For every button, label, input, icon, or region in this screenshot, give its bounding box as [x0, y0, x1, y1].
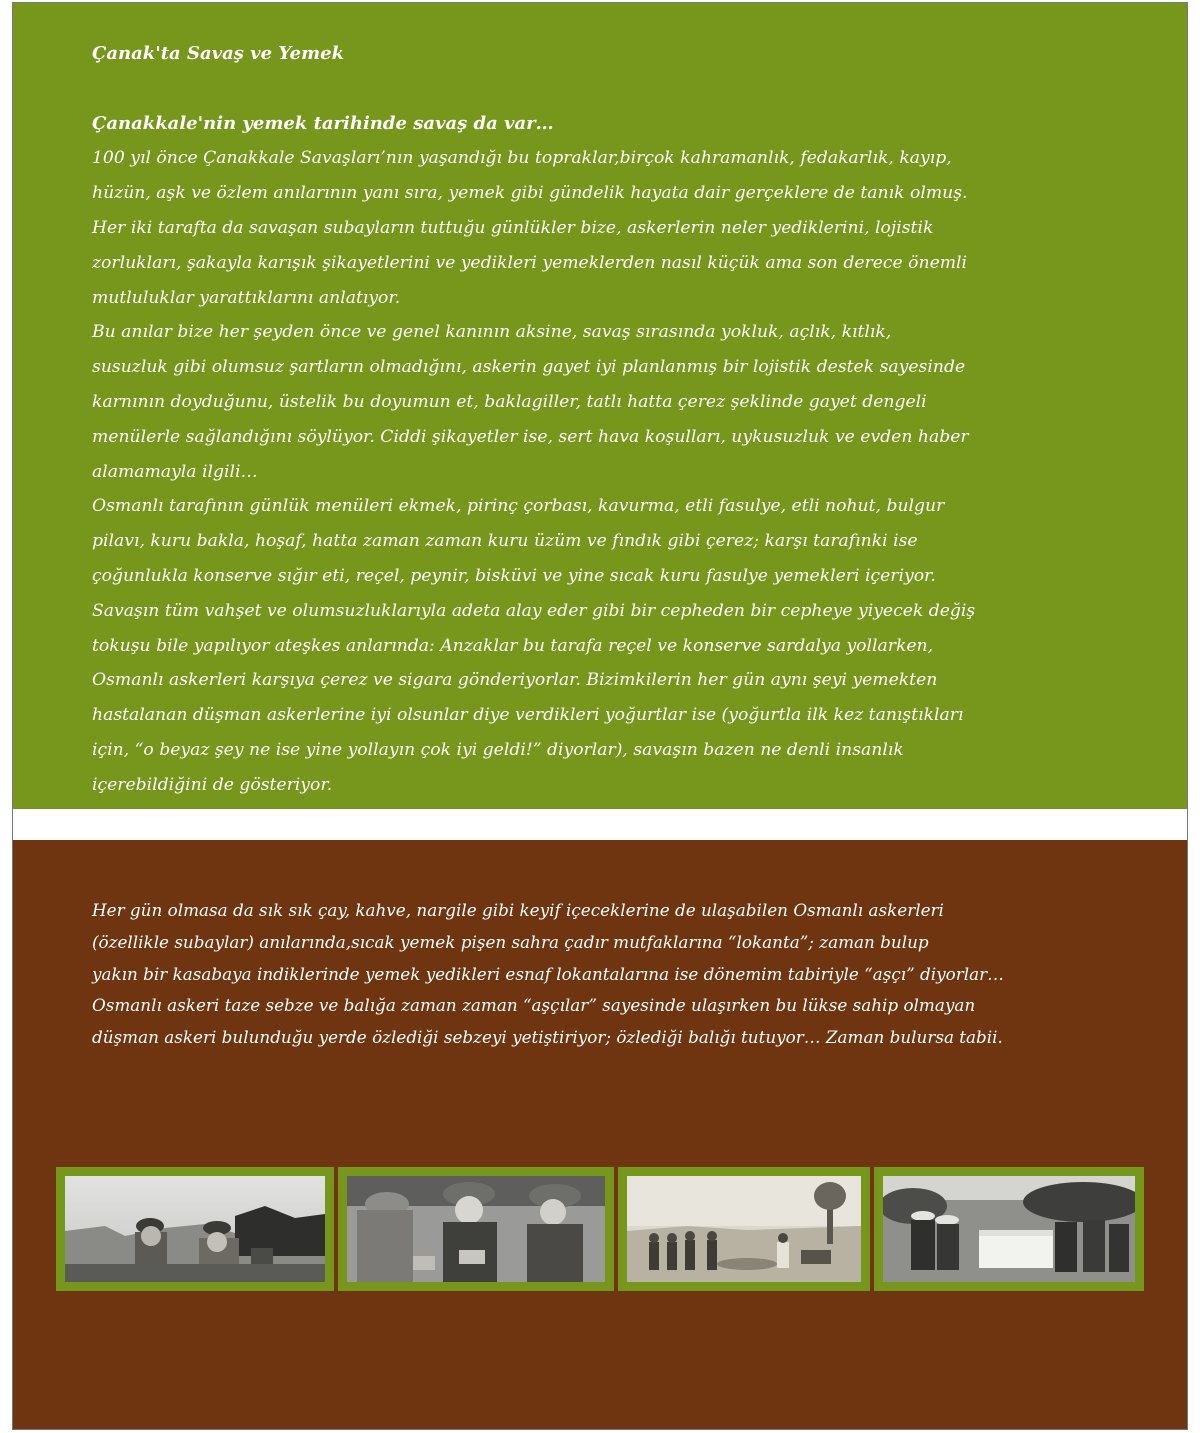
- text-line: Her iki tarafta da savaşan subayların tuttuğu günlükler bize, askerlerin neler yediklerini, lojistik: [92, 217, 934, 238]
- field-kitchen-image: [627, 1176, 861, 1282]
- text-line: susuzluk gibi olumsuz şartların olmadığını, askerin gayet iyi planlanmış bir lojistik destek sayesinde: [92, 357, 966, 378]
- text-line: pilavı, kuru bakla, hoşaf, hatta zaman zaman kuru üzüm ve fındık gibi çerez; karşı tarafınki ise: [92, 531, 918, 552]
- photo-soldiers-eating: [338, 1167, 614, 1291]
- photo-image: [883, 1176, 1135, 1282]
- text-line: Osmanlı askeri taze sebze ve balığa zaman zaman “aşçılar” sayesinde ulaşırken bu lükse sahip olmayan: [92, 995, 976, 1016]
- text-line: zorlukları, şakayla karışık şikayetlerini ve yedikleri yemeklerden nasıl küçük ama son derece önemli: [92, 252, 968, 273]
- text-line: (özellikle subaylar) anılarında,sıcak yemek pişen sahra çadır mutfaklarına “lokanta”; zaman bulup: [92, 931, 929, 952]
- bottom-text-block: [92, 895, 1152, 1054]
- photo-image: [627, 1176, 861, 1282]
- text-line: Savaşın tüm vahşet ve olumsuzluklarıyla adeta alay eder gibi bir cepheden bir cepheye yiyecek değiş: [92, 600, 976, 621]
- top-text-block: [92, 37, 1112, 803]
- text-line: alamamayla ilgili…: [92, 461, 258, 482]
- text-line: için, “o beyaz şey ne ise yine yollayın çok iyi geldi!” diyorlar), savaşın bazen ne denli insanlık: [92, 739, 904, 760]
- photo-field-kitchen: [618, 1167, 870, 1291]
- text-line: menülerle sağlandığını söylüyor. Ciddi şikayetler ise, sert hava koşulları, uykusuzluk ve evden haber: [92, 426, 969, 447]
- text-line: çoğunlukla konserve sığır eti, reçel, peynir, bisküvi ve yine sıcak kuru fasulye yemekleri içeriyor.: [92, 565, 936, 586]
- text-line: Osmanlı askerleri karşıya çerez ve sigara gönderiyorlar. Bizimkilerin her gün aynı şeyi yemekten: [92, 670, 938, 691]
- officers-table-image: [883, 1176, 1135, 1282]
- text-line: düşman askeri bulunduğu yerde özlediği sebzeyi yetiştiriyor; özlediği balığı tutuyor… Zaman bulursa tabii.: [92, 1027, 1003, 1048]
- text-line: hüzün, aşk ve özlem anılarının yanı sıra, yemek gibi gündelik hayata dair gerçeklere de tanık olmuş.: [92, 183, 968, 204]
- photo-image: [347, 1176, 605, 1282]
- photo-image: [65, 1176, 325, 1282]
- text-line: yakın bir kasabaya indiklerinde yemek yedikleri esnaf lokantalarına ise dönemim tabiriyle “aşçı” diyorlar…: [92, 963, 1004, 984]
- text-line: mutluluklar yarattıklarını anlatıyor.: [92, 287, 401, 308]
- text-line: Bu anılar bize her şeyden önce ve genel kanının aksine, savaş sırasında yokluk, açlık, kıtlık,: [92, 322, 892, 343]
- text-line: karnının doyduğunu, üstelik bu doyumun et, baklagiller, tatlı hatta çerez şeklinde gayet dengeli: [92, 391, 927, 412]
- text-line: içerebildiğini de gösteriyor.: [92, 774, 333, 795]
- soldiers-eating-image: [347, 1176, 605, 1282]
- page-title: Çanak'ta Savaş ve Yemek: [92, 43, 345, 64]
- photo-soldiers-trench: [56, 1167, 334, 1291]
- trench-image: [65, 1176, 325, 1282]
- photo-officers-table: [874, 1167, 1144, 1291]
- text-line: hastalanan düşman askerlerine iyi olsunlar diye verdikleri yoğurtlar ise (yoğurtla ilk kez tanıştıkları: [92, 705, 964, 726]
- photo-strip: [56, 1167, 1144, 1291]
- section-subtitle: Çanakkale'nin yemek tarihinde savaş da var…: [92, 112, 554, 134]
- text-line: 100 yıl önce Çanakkale Savaşları’nın yaşandığı bu topraklar,birçok kahramanlık, fedakarlık, kayıp,: [92, 148, 952, 169]
- text-line: Her gün olmasa da sık sık çay, kahve, nargile gibi keyif içeceklerine de ulaşabilen Osmanlı askerleri: [92, 900, 944, 920]
- text-line: Osmanlı tarafının günlük menüleri ekmek, pirinç çorbası, kavurma, etli fasulye, etli nohut, bulgur: [92, 496, 945, 517]
- text-line: tokuşu bile yapılıyor ateşkes anlarında: Anzaklar bu tarafa reçel ve konserve sardalya yollarken,: [92, 635, 934, 656]
